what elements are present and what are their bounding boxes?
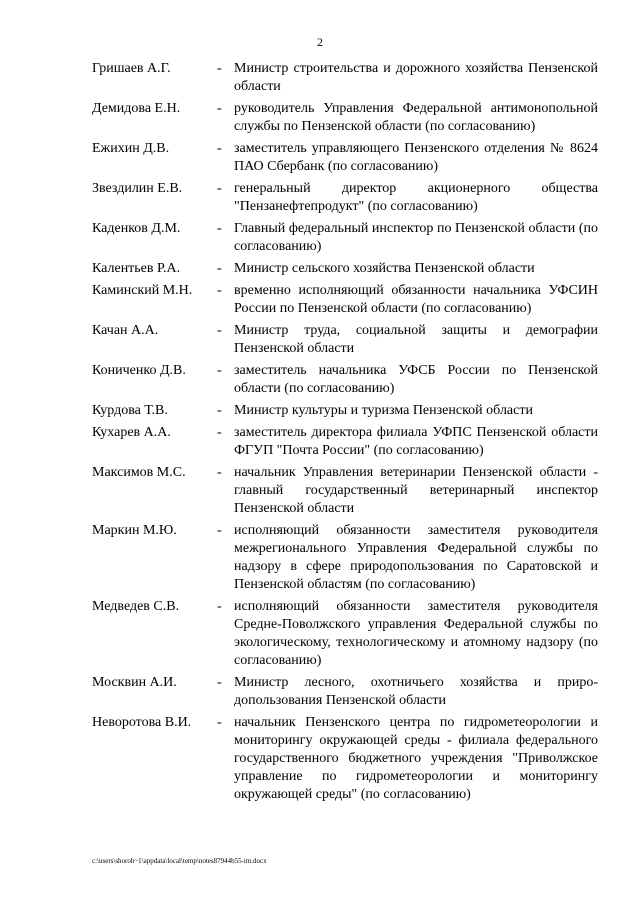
dash-separator: - — [217, 323, 222, 338]
page-number: 2 — [317, 35, 323, 49]
member-role: генеральный директор акционерного общества "Пензанефтепродукт" (по согласованию) — [234, 181, 598, 214]
dash-separator: - — [217, 181, 222, 196]
member-name: Калентьев Р.А. — [92, 261, 181, 276]
member-name: Гришаев А.Г. — [92, 61, 171, 76]
list-item — [92, 220, 598, 256]
dash-separator: - — [217, 403, 222, 418]
list-item — [92, 260, 598, 278]
dash-separator: - — [217, 61, 222, 76]
member-name: Кухарев А.А. — [92, 425, 171, 440]
dash-separator: - — [217, 221, 222, 236]
dash-separator: - — [217, 363, 222, 378]
member-role: Министр культуры и туризма Пензенской области — [234, 403, 533, 418]
list-item — [92, 100, 598, 136]
member-role: Министр лесного, охотничьего хозяйства и природопользования Пензенской области — [234, 675, 598, 708]
member-role: исполняющий обязанности заместителя руководителя межрегионального Управления Федеральной службы по надзору в сфере природопользования по Саратовской и Пензенской областям (по согласованию) — [234, 523, 598, 592]
list-item — [92, 402, 598, 420]
member-role: Министр строительства и дорожного хозяйства Пензенской области — [234, 61, 598, 94]
member-name: Москвин А.И. — [92, 675, 177, 690]
list-item — [92, 464, 598, 518]
dash-separator: - — [217, 141, 222, 156]
member-name: Каденков Д.М. — [92, 221, 181, 236]
list-item — [92, 322, 598, 358]
member-name: Максимов М.С. — [92, 465, 186, 480]
member-role: Министр сельского хозяйства Пензенской области — [234, 261, 535, 276]
member-role: исполняющий обязанности заместителя руководителя Средне-Поволжского управления Федеральной службы по экологическому, технологическому и атомному надзору (по согласованию) — [234, 599, 598, 668]
member-name: Каминский М.Н. — [92, 283, 193, 298]
list-item — [92, 674, 598, 710]
dash-separator: - — [217, 101, 222, 116]
member-name: Курдова Т.В. — [92, 403, 168, 418]
dash-separator: - — [217, 465, 222, 480]
member-name: Ежихин Д.В. — [92, 141, 170, 156]
member-name: Кониченко Д.В. — [92, 363, 186, 378]
member-name: Маркин М.Ю. — [92, 523, 177, 538]
member-role: Министр труда, социальной защиты и демографии Пензенской области — [234, 323, 598, 356]
member-role: руководитель Управления Федеральной антимонопольной службы по Пензенской области (по согласованию) — [234, 101, 598, 134]
member-role: начальник Пензенского центра по гидрометеорологии и мониторингу окружающей среды - филиала федерального государственного бюджетного учреждения "Приволжское управление по гидрометеорологии и мониторингу окружающей среды" (по согласованию) — [234, 715, 598, 802]
dash-separator: - — [217, 599, 222, 614]
dash-separator: - — [217, 715, 222, 730]
list-item — [92, 362, 598, 398]
member-list — [92, 60, 598, 808]
list-item — [92, 424, 598, 460]
member-role: заместитель начальника УФСБ России по Пензенской области (по согласованию) — [234, 363, 598, 396]
list-item — [92, 598, 598, 670]
dash-separator: - — [217, 283, 222, 298]
footer-file-path: c:\users\shoroh~1\appdata\local\temp\notes87944b55-im.docx — [92, 857, 267, 865]
list-item — [92, 180, 598, 216]
dash-separator: - — [217, 523, 222, 538]
member-role: заместитель управляющего Пензенского отделения № 8624 ПАО Сбербанк (по согласованию) — [234, 141, 598, 174]
member-name: Медведев С.В. — [92, 599, 180, 614]
member-role: временно исполняющий обязанности начальника УФСИН России по Пензенской области (по согласованию) — [234, 283, 598, 316]
member-role: Главный федеральный инспектор по Пензенской области (по согласованию) — [234, 221, 598, 254]
list-item — [92, 282, 598, 318]
member-name: Неворотова В.И. — [92, 715, 192, 730]
dash-separator: - — [217, 425, 222, 440]
list-item — [92, 60, 598, 96]
member-name: Демидова Е.Н. — [92, 101, 181, 116]
member-role: начальник Управления ветеринарии Пензенской области - главный государственный ветеринарный инспектор Пензенской области — [234, 465, 598, 516]
list-item — [92, 714, 598, 804]
member-name: Качан А.А. — [92, 323, 159, 338]
list-item — [92, 140, 598, 176]
member-role: заместитель директора филиала УФПС Пензенской области ФГУП "Почта России" (по согласованию) — [234, 425, 598, 458]
member-name: Звездилин Е.В. — [92, 181, 183, 196]
list-item — [92, 522, 598, 594]
dash-separator: - — [217, 261, 222, 276]
dash-separator: - — [217, 675, 222, 690]
